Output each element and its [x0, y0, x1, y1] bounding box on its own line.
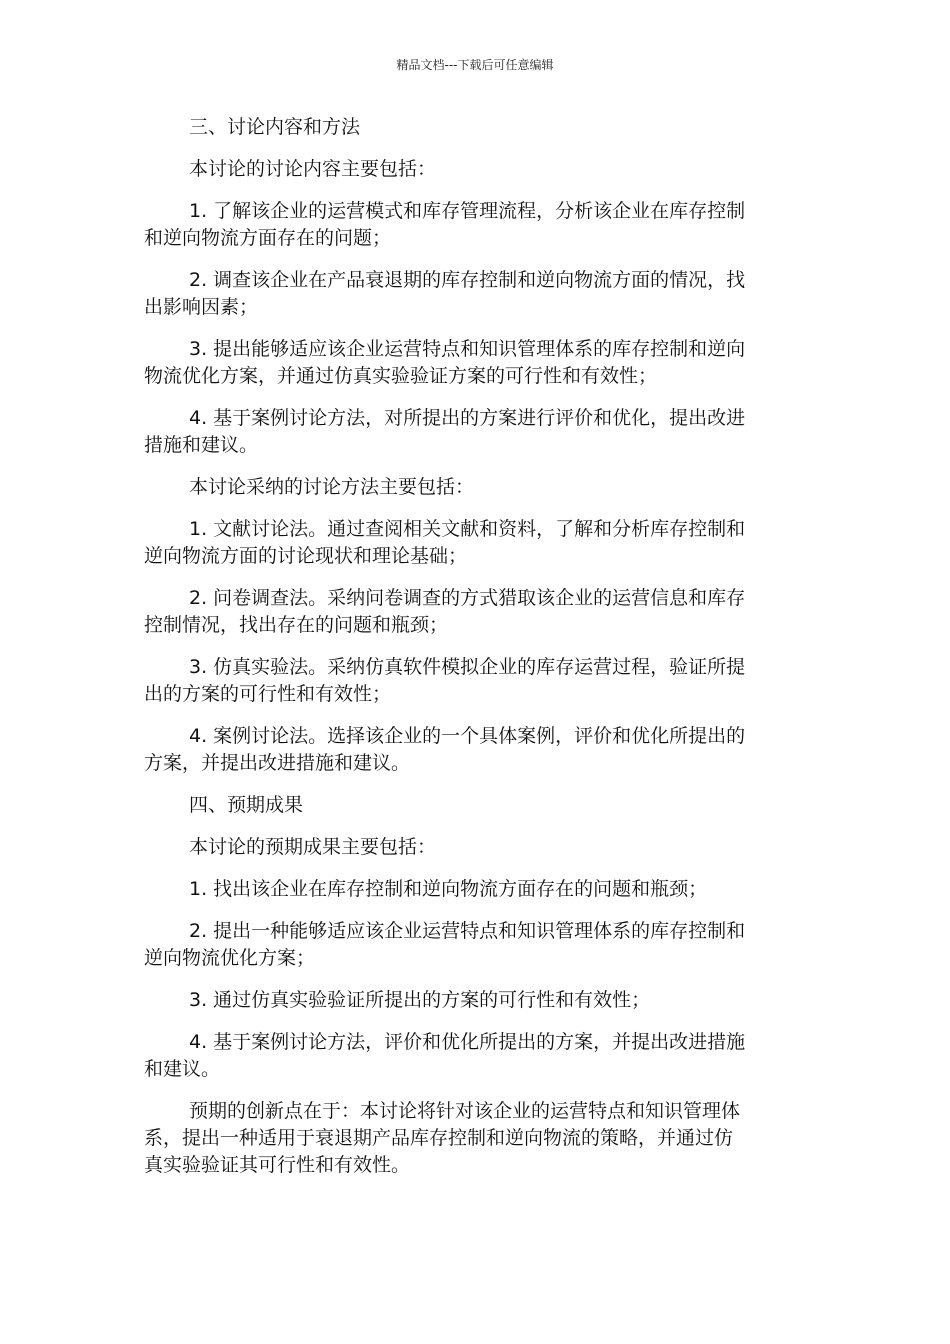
method-item-3-line-2: 出的方案的可行性和有效性；: [144, 683, 392, 705]
results-intro: 本讨论的预期成果主要包括：: [189, 836, 437, 858]
content-intro: 本讨论的讨论内容主要包括：: [189, 158, 437, 180]
content-item-3-line-2: 物流优化方案，并通过仿真实验验证方案的可行性和有效性；: [144, 365, 658, 387]
result-item-2: [144, 918, 798, 972]
method-item-1-line-2: 逆向物流方面的讨论现状和理论基础；: [144, 545, 468, 567]
method-item-2-line-1: 2. 问卷调查法。采纳问卷调查的方式猎取该企业的运营信息和库存: [189, 587, 746, 609]
result-item-4-line-1: 4. 基于案例讨论方法，评价和优化所提出的方案，并提出改进措施: [189, 1031, 746, 1053]
result-item-1: [144, 876, 798, 903]
page-header: 精品文档---下载后可任意编辑: [396, 58, 554, 72]
innovation-line-2: 系，提出一种适用于衰退期产品库存控制和逆向物流的策略，并通过仿: [144, 1127, 734, 1149]
method-item-1: [144, 516, 798, 570]
method-item-4-line-2: 方案，并提出改进措施和建议。: [144, 752, 411, 774]
innovation-line-3: 真实验验证其可行性和有效性。: [144, 1154, 411, 1176]
result-item-2-line-1: 2. 提出一种能够适应该企业运营特点和知识管理体系的库存控制和: [189, 920, 746, 942]
result-item-1-line-1: 1. 找出该企业在库存控制和逆向物流方面存在的问题和瓶颈；: [189, 878, 708, 900]
result-item-4: [144, 1029, 798, 1083]
content-item-3: [144, 336, 798, 390]
result-item-3-line-1: 3. 通过仿真实验验证所提出的方案的可行性和有效性；: [189, 989, 651, 1011]
content-item-4-line-1: 4. 基于案例讨论方法，对所提出的方案进行评价和优化，提出改进: [189, 407, 746, 429]
section-heading-4: 四、预期成果: [189, 794, 304, 816]
content-item-1-line-1: 1. 了解该企业的运营模式和库存管理流程，分析该企业在库存控制: [189, 200, 746, 222]
content-item-2-line-2: 出影响因素；: [144, 296, 259, 318]
content-item-4: [144, 405, 798, 459]
result-item-2-line-2: 逆向物流优化方案；: [144, 947, 316, 969]
method-item-4-line-1: 4. 案例讨论法。选择该企业的一个具体案例，评价和优化所提出的: [189, 725, 746, 747]
method-item-2-line-2: 控制情况，找出存在的问题和瓶颈；: [144, 614, 449, 636]
content-item-4-line-2: 措施和建议。: [144, 434, 259, 456]
method-item-1-line-1: 1. 文献讨论法。通过查阅相关文献和资料，了解和分析库存控制和: [189, 518, 746, 540]
document-body: [144, 114, 798, 1194]
innovation-line-1: 预期的创新点在于：本讨论将针对该企业的运营特点和知识管理体: [189, 1100, 741, 1122]
result-item-3: [144, 987, 798, 1014]
methods-intro: 本讨论采纳的讨论方法主要包括：: [189, 476, 475, 498]
method-item-4: [144, 723, 798, 777]
innovation-paragraph: [144, 1098, 798, 1179]
content-item-2: [144, 267, 798, 321]
method-item-3: [144, 654, 798, 708]
content-item-2-line-1: 2. 调查该企业在产品衰退期的库存控制和逆向物流方面的情况，找: [189, 269, 746, 291]
result-item-4-line-2: 和建议。: [144, 1058, 221, 1080]
content-item-1-line-2: 和逆向物流方面存在的问题；: [144, 227, 392, 249]
method-item-3-line-1: 3. 仿真实验法。采纳仿真软件模拟企业的库存运营过程，验证所提: [189, 656, 746, 678]
method-item-2: [144, 585, 798, 639]
section-heading-3: 三、讨论内容和方法: [189, 116, 361, 138]
content-item-1: [144, 198, 798, 252]
content-item-3-line-1: 3. 提出能够适应该企业运营特点和知识管理体系的库存控制和逆向: [189, 338, 746, 360]
